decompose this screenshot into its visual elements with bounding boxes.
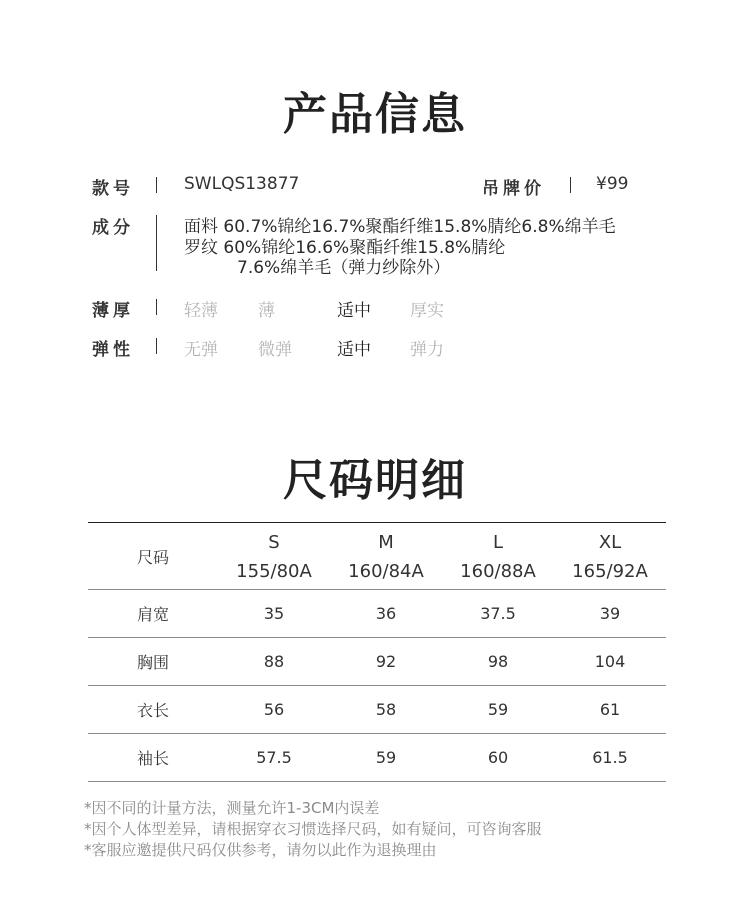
table-row [88, 638, 666, 686]
table-row [88, 734, 666, 782]
size-chart-title: 尺码明细 [283, 455, 467, 506]
composition-label: 成分 [92, 218, 134, 238]
thickness-option-selected: 适中 [337, 301, 371, 321]
notes [84, 798, 542, 861]
size-table [88, 522, 666, 782]
thickness-option: 轻薄 [184, 301, 218, 321]
table-cell: 35 [218, 590, 330, 638]
table-cell: 61.5 [554, 734, 666, 782]
table-cell: 59 [442, 686, 554, 734]
size-spec: 155/80A [236, 561, 312, 582]
elasticity-option: 微弹 [258, 340, 292, 360]
size-column-header [330, 523, 442, 590]
composition-line: 罗纹 60%锦纶16.6%聚酯纤维15.8%腈纶 [184, 238, 506, 258]
table-cell: 104 [554, 638, 666, 686]
elasticity-option-selected: 适中 [337, 340, 371, 360]
size-column-header [218, 523, 330, 590]
row-label: 衣长 [88, 686, 218, 734]
separator [156, 177, 157, 193]
composition-line: 面料 60.7%锦纶16.7%聚酯纤维15.8%腈纶6.8%绵羊毛 [184, 217, 616, 237]
composition-line: 7.6%绵羊毛（弹力纱除外） [237, 258, 451, 278]
separator [156, 215, 157, 271]
style-number-label: 款号 [92, 179, 134, 199]
note-line: *因不同的计量方法，测量允许1-3CM内误差 [84, 799, 380, 817]
table-header-row [88, 523, 666, 590]
separator [156, 299, 157, 315]
table-cell: 92 [330, 638, 442, 686]
thickness-option: 厚实 [410, 301, 444, 321]
note-line: *因个人体型差异，请根据穿衣习惯选择尺码，如有疑问，可咨询客服 [84, 820, 542, 838]
table-cell: 88 [218, 638, 330, 686]
size-name: L [492, 532, 504, 553]
table-cell: 36 [330, 590, 442, 638]
table-cell: 59 [330, 734, 442, 782]
note-line: *客服应邀提供尺码仅供参考，请勿以此作为退换理由 [84, 841, 437, 859]
table-cell: 98 [442, 638, 554, 686]
table-cell: 37.5 [442, 590, 554, 638]
size-spec: 160/88A [460, 561, 536, 582]
separator [156, 338, 157, 354]
table-row [88, 686, 666, 734]
product-info-title: 产品信息 [283, 89, 467, 140]
table-cell: 57.5 [218, 734, 330, 782]
table-cell: 58 [330, 686, 442, 734]
row-label: 胸围 [88, 638, 218, 686]
price-label: 吊牌价 [482, 179, 545, 199]
size-name: S [268, 532, 280, 553]
table-cell: 61 [554, 686, 666, 734]
style-number-value: SWLQS13877 [184, 174, 300, 194]
size-spec: 160/84A [348, 561, 424, 582]
table-cell: 39 [554, 590, 666, 638]
thickness-label: 薄厚 [92, 301, 134, 321]
size-column-header [554, 523, 666, 590]
price-value: ¥99 [596, 174, 629, 194]
separator [570, 177, 571, 193]
table-cell: 60 [442, 734, 554, 782]
size-column-header [442, 523, 554, 590]
elasticity-label: 弹性 [92, 340, 134, 360]
elasticity-option: 弹力 [410, 340, 444, 360]
row-label: 袖长 [88, 734, 218, 782]
size-spec: 165/92A [572, 561, 648, 582]
table-row [88, 590, 666, 638]
size-header-label: 尺码 [136, 547, 169, 567]
row-label: 肩宽 [88, 590, 218, 638]
thickness-option: 薄 [258, 301, 275, 321]
table-cell: 56 [218, 686, 330, 734]
elasticity-option: 无弹 [184, 340, 218, 360]
size-name: XL [598, 532, 622, 553]
size-name: M [378, 532, 394, 553]
